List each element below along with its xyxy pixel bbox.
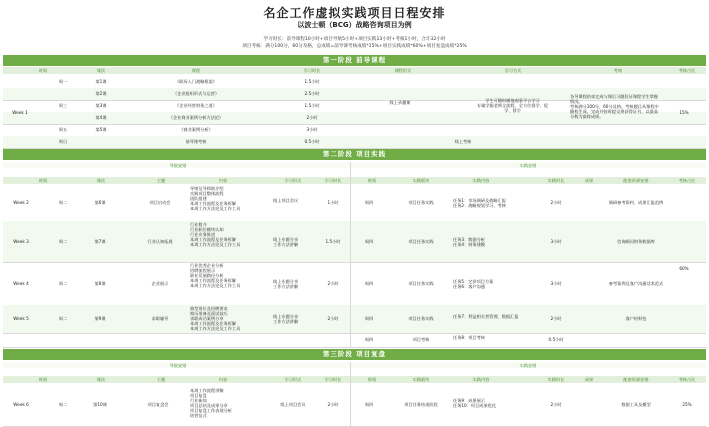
- p2-topic: 求职辅导: [151, 316, 169, 321]
- p1-course: 《商业案例分析》: [179, 127, 213, 132]
- p3-divider: [350, 362, 351, 426]
- p2-task: 任务5：定价项目方案 任务6：客户沟通: [453, 278, 494, 289]
- p2-h-ptime: 时间: [367, 178, 377, 183]
- p1-ratio: 15%: [679, 110, 689, 115]
- p3-h-content: 内容: [218, 377, 228, 382]
- p2-h-hours: 学习时长: [324, 178, 342, 183]
- meta-assessment: 项目考核：满分100分，60分及格，总成绩=前导课考核成绩*15%+项目实践成绩*60%+项目复盘成绩*25%: [242, 44, 467, 49]
- p3-block: 项目任务结束阶段: [404, 402, 438, 407]
- p2-pday: 周四: [364, 200, 374, 205]
- p1-no: 第3课: [95, 103, 107, 108]
- p2-h-time: 时间: [38, 178, 48, 183]
- p2-row: [3, 185, 706, 222]
- p2-phours: 2小时: [550, 200, 562, 205]
- p3-task: 任务9：成果展示 任务10：项目成果优化: [453, 398, 497, 408]
- p1-method: 学生可随时随地观看平台学习 专属学服老师全流程、全方位督学、促学、督学: [476, 98, 549, 113]
- p3-h-topic: 主题: [156, 377, 166, 382]
- p1-day: 周一: [58, 79, 68, 84]
- phase3-header: [3, 376, 706, 383]
- p3-content: 本周工作流程讲解 项目复盘 行业新知 项目总结及成果分享 项目复盘工作表现分析 结营仪式: [190, 388, 232, 418]
- p2-form: 线上专题分享 工作方法讲解: [273, 278, 299, 289]
- phase1-header: [3, 67, 706, 74]
- p3-left-group: 导航安排: [169, 362, 187, 368]
- p2-content: 行业优秀企业分析 招聘流程展示 职业发展路径分析 本周工作流程及任务拆解 本周工作方法论及工作工具: [190, 263, 241, 288]
- phase2-header: [3, 177, 706, 184]
- p2-week: Week 2: [13, 200, 29, 205]
- p2-h-no: 课次: [96, 178, 106, 183]
- p2-left-group: 导航安排: [169, 162, 187, 168]
- p1-day: 周三: [58, 103, 68, 108]
- p2-right-group: 实践安排: [519, 162, 537, 168]
- p1-no: 第1课: [95, 79, 107, 84]
- p2-block: 项目任务实践: [408, 200, 434, 205]
- p2-task: 任务7：利益相关者管理、数据汇报: [453, 314, 519, 319]
- p1-row: [3, 136, 706, 149]
- p3-hours: 2小时: [327, 402, 339, 407]
- p3-h-hours: 学习时长: [324, 377, 342, 382]
- p2-row: [3, 305, 706, 334]
- p2-form: 线上专题分享 工作方法讲解: [273, 314, 299, 324]
- p2-ratio: 60%: [679, 266, 689, 271]
- p3-h-result: 成果: [584, 377, 594, 382]
- p1-hours: 2小时: [306, 115, 318, 120]
- p3-h-time: 时间: [38, 377, 48, 382]
- p2-hours: 1.5小时: [325, 238, 341, 244]
- p2-block: 项目任务实践: [408, 238, 434, 244]
- p2-content: 典型岗位及招聘要求 简历准备及面试技巧 求职成功案例分享 本周工作流程及任务拆解 本周工作方法论及工作工具: [190, 306, 241, 331]
- p2-no: 第8课: [94, 280, 106, 286]
- p3-no: 第10课: [93, 402, 107, 407]
- p3-ratio: 25%: [682, 402, 692, 407]
- p2-h-content: 内容: [218, 178, 228, 183]
- p2-topic: 企业展示: [151, 280, 169, 286]
- p1-no: 第5课: [95, 127, 107, 132]
- p3-h-res: 配套资源安排: [623, 377, 649, 382]
- phase3-row: [3, 384, 706, 427]
- p2-hours: 1小时: [327, 200, 339, 205]
- p3-topic: 项目复盘会: [147, 402, 169, 407]
- p1-course: 《职场入门战略框架》: [175, 79, 217, 84]
- p2-divider: [350, 162, 351, 347]
- p3-res: 数据工具及模型: [621, 402, 651, 407]
- p2-pday: 周四: [364, 316, 374, 321]
- p3-phours: 2小时: [550, 402, 562, 407]
- page-subtitle: 以波士顿（BCG）战略咨询项目为例: [297, 21, 412, 29]
- p1-h-no: 课次: [96, 68, 106, 73]
- p3-h-block: 实践板块: [412, 377, 430, 382]
- p3-day: 周二: [58, 402, 68, 407]
- p2-res: 咨询顾问财务数据库: [617, 238, 655, 244]
- p1-h-ratio: 考核占比: [678, 68, 696, 73]
- p2-form: 线上专题分享 工作方法讲解: [273, 236, 299, 247]
- p1-day: 周日: [58, 139, 68, 144]
- phase2-band: 第二阶段 项目实践: [3, 149, 706, 160]
- p2-h-task: 实践内容: [472, 178, 490, 183]
- p1-form-last: 线上考核: [454, 139, 472, 144]
- p3-h-ratio: 考核占比: [678, 377, 696, 382]
- p1-h-course: 课程: [191, 68, 201, 73]
- p3-h-phours: 实践时长: [547, 377, 565, 382]
- p2-week: Week 3: [13, 238, 29, 244]
- p2-pday: 周四: [364, 337, 374, 342]
- p1-form: 线上录播课: [389, 100, 411, 105]
- p2-pday: 周四: [364, 238, 374, 244]
- p2-week: Week 4: [13, 280, 29, 286]
- p1-course: 《企业商业案例分析方法论》: [168, 115, 224, 120]
- p1-day: 周五: [58, 127, 68, 132]
- phase3-band: 第三阶段 项目复盘: [3, 349, 706, 360]
- p2-task: 任务3：数据分析 任务4：财务建模: [453, 236, 485, 247]
- p2-no: 第9课: [94, 316, 106, 321]
- p2-day: 周二: [58, 238, 68, 244]
- p2-res: 客户材料包: [625, 316, 647, 321]
- p2-no: 第7课: [94, 238, 106, 244]
- p1-no: 第2课: [95, 91, 107, 96]
- p2-topic: 行业认知拓展: [147, 238, 173, 244]
- p3-h-task: 实践内容: [472, 377, 490, 382]
- p3-right-group: 实践安排: [519, 362, 537, 368]
- p2-block: 项目任务实践: [408, 316, 434, 321]
- p2-content: 行业简介 行业职位模块认知 行业业务推进 本周工作流程及任务拆解 本周工作方法论及工作工具: [190, 222, 241, 247]
- p1-h-hours: 学习时长: [303, 68, 321, 73]
- p2-day: 周二: [58, 316, 68, 321]
- p2-h-form: 学习形式: [284, 178, 302, 183]
- p3-h-no: 课次: [96, 377, 106, 382]
- p1-h-time: 时间: [38, 68, 48, 73]
- p3-h-form: 学习形式: [284, 377, 302, 382]
- p2-row: [3, 333, 706, 348]
- p2-phours: 3小时: [550, 280, 562, 286]
- p3-h-ptime: 时间: [367, 377, 377, 382]
- p1-no: 第4课: [95, 115, 107, 120]
- p2-h-res: 配套资源安排: [623, 178, 649, 183]
- p2-week: Week 5: [13, 316, 29, 321]
- phase1-band: 第一阶段 前导课程: [3, 55, 706, 66]
- p2-phours: 3小时: [550, 238, 562, 244]
- p2-hours: 2小时: [327, 280, 339, 286]
- phase3-groups: [3, 362, 706, 368]
- p1-exam: 各导课程结束完成与课后习题验证课程学生掌握情况。 考核满分100分，60分及格。考核题目从课程中随机生成。完成并按时提交将获得证书，以最高分数为最终成绩。: [570, 94, 659, 119]
- page-title: 名企工作虚拟实践项目日程安排: [263, 6, 446, 20]
- p2-block: 项目考核: [412, 337, 430, 342]
- p1-h-form: 课程形式: [394, 68, 412, 73]
- p3-form: 线上项目会议: [280, 402, 306, 407]
- phase2-groups: [3, 162, 706, 168]
- p1-hours: 0.5小时: [304, 139, 320, 144]
- p2-row: [3, 221, 706, 263]
- p2-h-phours: 实践时长: [547, 178, 565, 183]
- p1-course: 前导课考核: [185, 139, 207, 144]
- p2-task: 任务8：项目考核: [453, 335, 485, 340]
- p2-topic: 项目启动会: [149, 200, 171, 205]
- p2-h-result: 成果: [584, 178, 594, 183]
- p1-hours: 2.5小时: [304, 91, 320, 96]
- p2-day: 周二: [58, 280, 68, 286]
- meta-study-hours: 学习时长：前导课程10小时+项目导航5小时+项目实践13小时+考核1小时，合计32小时: [263, 37, 446, 42]
- p2-content: 导师及导师助介绍 实践项目整体流程 团队组建 本周工作流程及任务拆解 本周工作方法论及工作工具: [190, 186, 241, 211]
- p3-pday: 周四: [364, 402, 374, 407]
- p2-pday: 周四: [364, 280, 374, 286]
- p2-h-ratio: 考核占比: [678, 178, 696, 183]
- p2-block: 项目任务实践: [408, 280, 434, 286]
- p2-row: [3, 262, 706, 306]
- p2-h-block: 实践板块: [412, 178, 430, 183]
- p2-day: 周二: [58, 200, 68, 205]
- p1-hours: 3小时: [306, 127, 318, 132]
- p1-h-method: 学习方式: [504, 68, 522, 73]
- p2-h-topic: 主题: [156, 178, 166, 183]
- p3-week: Week 6: [13, 402, 29, 407]
- p2-res: 参考案例及客户沟通话术范式: [608, 280, 664, 286]
- p1-h-exam: 考核: [613, 68, 623, 73]
- p2-res: 调研参考资料、成果汇报范例: [608, 200, 664, 205]
- p1-hours: 1.5小时: [304, 79, 320, 84]
- p1-course: 《企业经营财务之道》: [175, 103, 217, 108]
- p1-hours: 1.5小时: [304, 103, 320, 108]
- p2-phours: 0.5小时: [548, 337, 564, 342]
- p1-course: 《企业组织形式与运营》: [172, 91, 220, 96]
- p2-form: 线上项目会议: [273, 198, 299, 203]
- p2-phours: 2小时: [550, 316, 562, 321]
- p2-hours: 2小时: [327, 316, 339, 321]
- p2-no: 第6课: [94, 200, 106, 205]
- p1-week: Week 1: [12, 110, 28, 115]
- p2-task: 任务1：市场调研及战略汇报 任务2：战略规划学习、考核: [453, 198, 506, 208]
